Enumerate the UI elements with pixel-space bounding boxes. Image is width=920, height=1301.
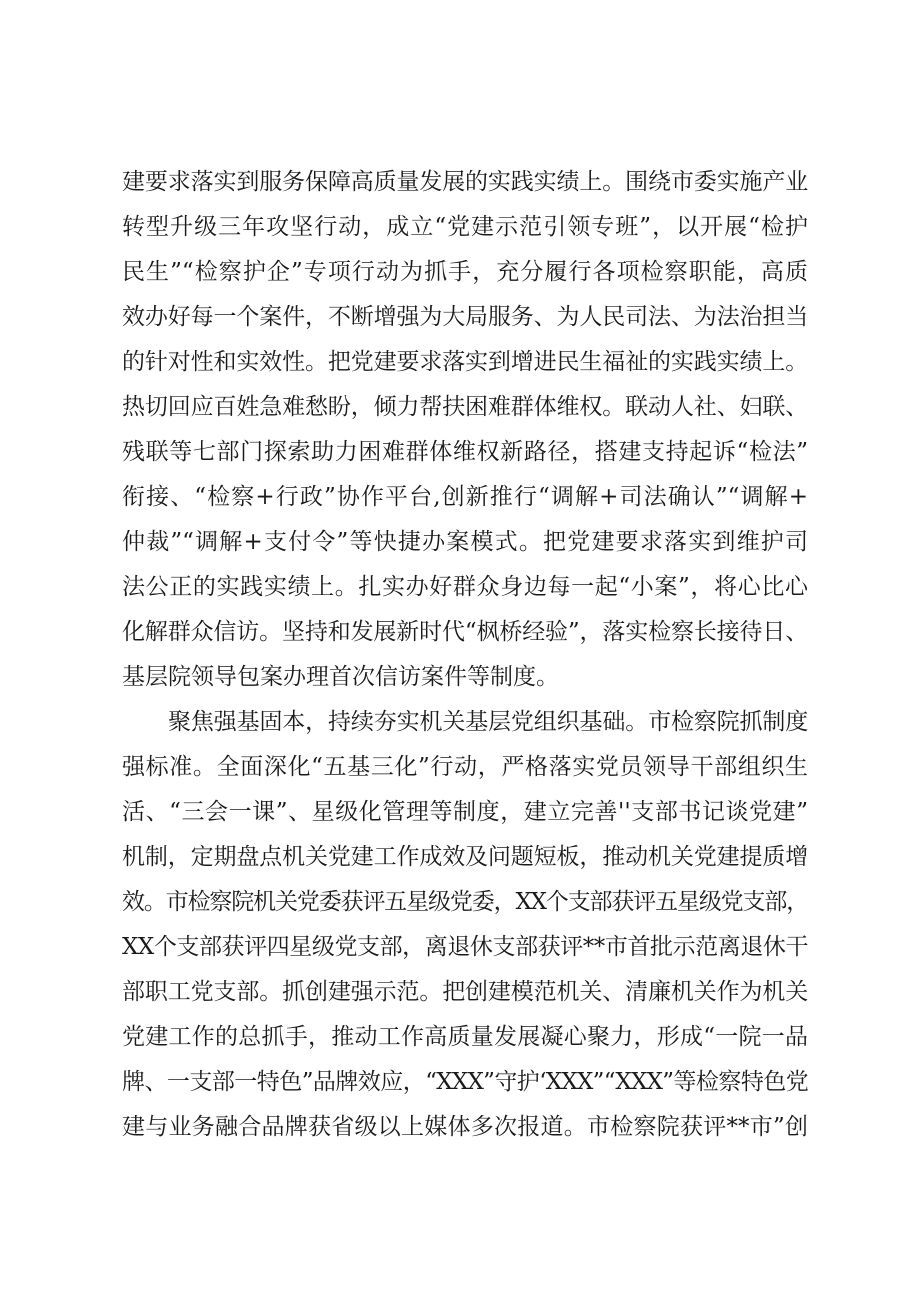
- paragraph-2: [122, 700, 808, 1150]
- text-line: 基层院领导包案办理首次信访案件等制度。: [122, 664, 559, 690]
- text-line: XX个支部获评四星级党支部，离退休支部获评**市首批示范离退休干: [122, 934, 808, 960]
- text-line: 仲裁”“调解+支付令”等快捷办案模式。把党建要求落实到维护司: [122, 529, 808, 555]
- text-line: 建要求落实到服务保障高质量发展的实践实绩上。围绕市委实施产业: [122, 169, 808, 195]
- body-text: [122, 160, 808, 1150]
- text-line: 热切回应百姓急难愁盼，倾力帮扶困难群体维权。联动人社、妇联、: [122, 394, 808, 420]
- text-line: 转型升级三年攻坚行动，成立“党建示范引领专班”，以开展“检护: [122, 214, 808, 240]
- text-line: 民生”“检察护企”专项行动为抓手，充分履行各项检察职能，高质: [122, 259, 808, 285]
- text-line: 残联等七部门探索助力困难群体维权新路径，搭建支持起诉“检法”: [122, 439, 808, 465]
- text-line: 的针对性和实效性。把党建要求落实到增进民生福祉的实践实绩上。: [122, 349, 808, 375]
- text-line: 效。市检察院机关党委获评五星级党委，XX个支部获评五星级党支部，: [122, 889, 808, 915]
- text-line: 衔接、“检察+行政”协作平台,创新推行“调解+司法确认”“调解+: [122, 484, 808, 510]
- text-line: 牌、一支部一特色”品牌效应，“XXX”守护‘XXX”“XXX”等检察特色党: [122, 1069, 808, 1095]
- text-line: 聚焦强基固本，持续夯实机关基层党组织基础。市检察院抓制度: [168, 709, 808, 735]
- text-line: 部职工党支部。抓创建强示范。把创建模范机关、清廉机关作为机关: [122, 979, 808, 1005]
- text-line: 强标准。全面深化“五基三化”行动，严格落实党员领导干部组织生: [122, 754, 808, 780]
- text-line: 化解群众信访。坚持和发展新时代“枫桥经验”，落实检察长接待日、: [122, 619, 808, 645]
- text-line: 建与业务融合品牌获省级以上媒体多次报道。市检察院获评**市”创: [122, 1114, 808, 1140]
- paragraph-1: [122, 160, 808, 700]
- text-line: 效办好每一个案件，不断增强为大局服务、为人民司法、为法治担当: [122, 304, 808, 330]
- text-line: 党建工作的总抓手，推动工作高质量发展凝心聚力，形成“一院一品: [122, 1024, 808, 1050]
- text-line: 活、“三会一课”、星级化管理等制度，建立完善''支部书记谈党建”: [122, 799, 808, 825]
- text-line: 法公正的实践实绩上。扎实办好群众身边每一起“小案”，将心比心: [122, 574, 808, 600]
- text-line: 机制，定期盘点机关党建工作成效及问题短板，推动机关党建提质增: [122, 844, 808, 870]
